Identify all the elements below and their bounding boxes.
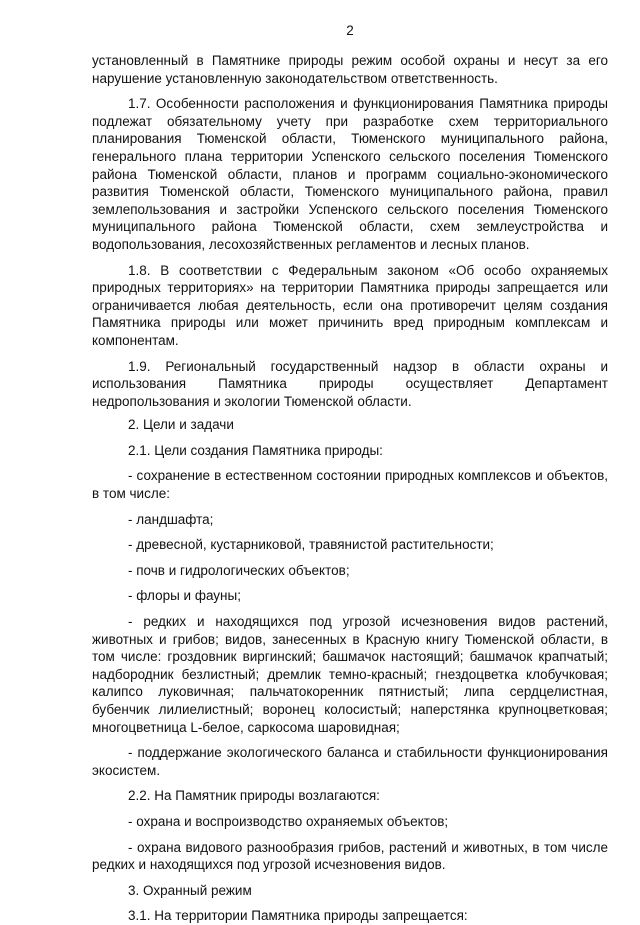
paragraph-2-1: 2.1. Цели создания Памятника природы: (128, 442, 383, 458)
paragraph-3-1: 3.1. На территории Памятника природы запрещается: (128, 908, 468, 924)
list-item-preservation: - сохранение в естественном состоянии природных комплексов и объектов, в том числе: (92, 468, 608, 502)
page-number: 2 (346, 23, 354, 38)
list-item-protection: - охрана и воспроизводство охраняемых объектов; (128, 813, 449, 829)
paragraph-1-8: 1.8. В соответствии с Федеральным законом «Об особо охраняемых природных территориях» на территории Памятника природы запрещается или ограничивается любая деятельность, если она противоречит целям создания Памятника природы или может причинить вред природным комплексам и компонентам. (92, 262, 608, 348)
list-item-rare-species: - редких и находящихся под угрозой исчезновения видов растений, животных и грибов; видов, занесенных в Красную книгу Тюменской области, в том числе: гроздовник виргинский; башмачок настоящий; башмачок крапчатый; надбородник безлистный; дремлик темно-красный; гнездоцветка клобучковая; калипсо луковичная; пальчатокоренник пятнистый; липа сердцелистная, бубенчик лилиелистный; воронец колосистый; наперстянка крупноцветковая; многоцветница L-белое, саркосома шаровидная; (92, 614, 608, 735)
paragraph-continuation: установленный в Памятнике природы режим особой охраны и несут за его нарушение установленную законодательством ответственность. (92, 53, 608, 86)
paragraph-1-9: 1.9. Региональный государственный надзор в области охраны и использования Памятника природы осуществляет Департамент недропользования и экологии Тюменской области. (92, 358, 608, 409)
section-heading-2: 2. Цели и задачи (128, 417, 234, 433)
list-item-flora-fauna: - флоры и фауны; (128, 588, 241, 604)
document-body (92, 52, 608, 925)
section-heading-3: 3. Охранный режим (128, 882, 252, 898)
list-item-ecological-balance: - поддержание экологического баланса и стабильности функционирования экосистем. (92, 745, 608, 778)
list-item-soils: - почв и гидрологических объектов; (128, 562, 350, 578)
list-item-biodiversity: - охрана видового разнообразия грибов, растений и животных, в том числе редких и находящихся под угрозой исчезновения видов. (92, 839, 608, 873)
paragraph-2-2: 2.2. На Памятник природы возлагаются: (128, 788, 380, 804)
paragraph-1-7: 1.7. Особенности расположения и функционирования Памятника природы подлежат обязательному учету при разработке схем территориального планирования Тюменской области, Тюменского муниципального района, генерального плана территории Успенского сельского поселения Тюменского района Тюменской области, планов и программ социально-экономического развития Тюменской области, Тюменского муниципального района, правил землепользования и застройки Успенского сельского поселения Тюменского муниципального района Тюменской области, схем землеустройства и водопользования, лесохозяйственных регламентов и лесных планов. (92, 96, 608, 252)
list-item-vegetation: - древесной, кустарниковой, травянистой растительности; (128, 537, 494, 553)
list-item-landscape: - ландшафта; (128, 511, 214, 527)
